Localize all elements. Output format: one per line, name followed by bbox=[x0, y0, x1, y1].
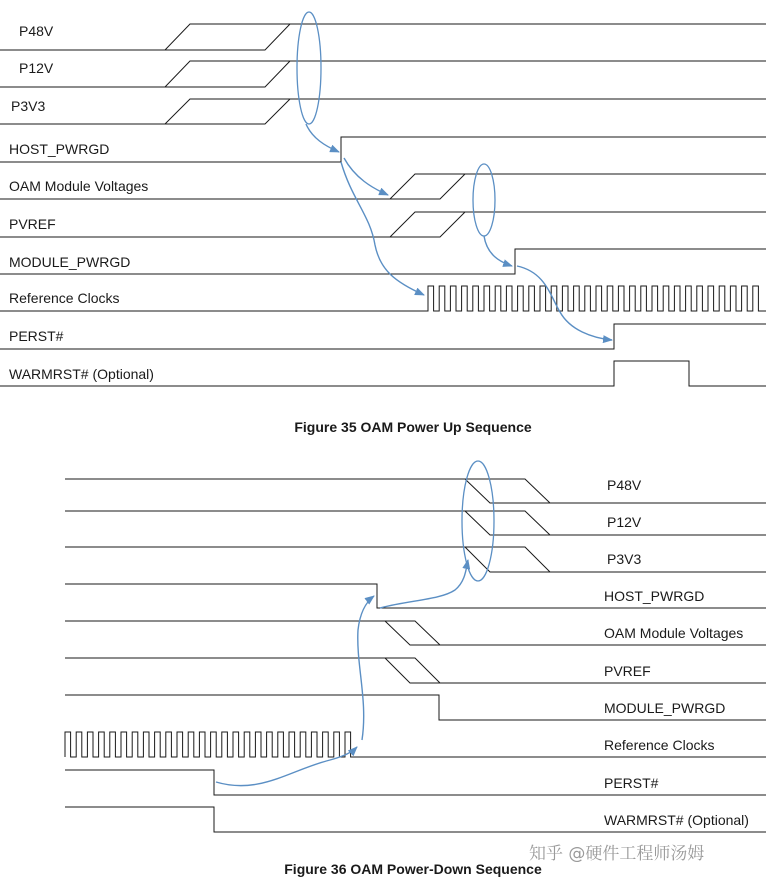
pu-wave-perst bbox=[0, 324, 766, 349]
pd-wave-perst bbox=[65, 770, 766, 795]
power-down-diagram bbox=[65, 461, 766, 877]
pu-arrow-host-to-voltages bbox=[344, 158, 388, 195]
pu-label-host-pwrgd: HOST_PWRGD bbox=[9, 141, 110, 157]
pd-label-oam-module-voltages: OAM Module Voltages bbox=[604, 625, 744, 641]
pu-wave-p48v bbox=[0, 24, 766, 50]
pu-label-p48v: P48V bbox=[19, 23, 54, 39]
pd-wave-pvref bbox=[65, 658, 766, 683]
power-up-diagram bbox=[0, 12, 766, 435]
pu-arrow-rails-to-host bbox=[306, 124, 339, 152]
pu-label-p12v: P12V bbox=[19, 60, 54, 76]
pu-wave-pvref bbox=[0, 212, 766, 237]
pd-label-p3v3: P3V3 bbox=[607, 551, 642, 567]
pd-wave-p48v bbox=[65, 479, 766, 503]
pu-rails-ellipse bbox=[297, 12, 321, 124]
pu-wave-p3v3 bbox=[0, 99, 766, 124]
pd-arrow-perst-to-clocks bbox=[216, 747, 357, 786]
pd-label-p48v: P48V bbox=[607, 477, 642, 493]
pd-label-perst: PERST# bbox=[604, 775, 659, 791]
pu-label-perst: PERST# bbox=[9, 328, 64, 344]
pd-label-warmrst: WARMRST# (Optional) bbox=[604, 812, 749, 828]
pd-wave-p12v bbox=[65, 511, 766, 535]
pu-wave-p12v bbox=[0, 61, 766, 87]
pd-wave-p3v3 bbox=[65, 547, 766, 572]
pd-label-reference-clocks: Reference Clocks bbox=[604, 737, 715, 753]
pu-label-module-pwrgd: MODULE_PWRGD bbox=[9, 254, 131, 270]
pu-arrow-host-to-clocks bbox=[341, 162, 424, 295]
pd-label-p12v: P12V bbox=[607, 514, 642, 530]
pd-label-pvref: PVREF bbox=[604, 663, 651, 679]
pu-label-reference-clocks: Reference Clocks bbox=[9, 290, 120, 306]
pd-label-host-pwrgd: HOST_PWRGD bbox=[604, 588, 705, 604]
pu-arrow-module-pwrgd-to-perst bbox=[517, 266, 612, 340]
pu-caption: Figure 35 OAM Power Up Sequence bbox=[294, 419, 532, 435]
pd-arrow-clocks-to-host bbox=[358, 596, 374, 740]
pu-voltages-ellipse bbox=[473, 164, 495, 236]
pd-arrow-host-to-rails bbox=[380, 560, 468, 608]
pu-arrow-voltages-to-module-pwrgd bbox=[484, 236, 512, 266]
pu-label-warmrst: WARMRST# (Optional) bbox=[9, 366, 154, 382]
pu-label-pvref: PVREF bbox=[9, 216, 56, 232]
pd-label-module-pwrgd: MODULE_PWRGD bbox=[604, 700, 726, 716]
pd-caption: Figure 36 OAM Power-Down Sequence bbox=[284, 861, 542, 877]
pu-label-p3v3: P3V3 bbox=[11, 98, 46, 114]
pu-label-oam-module-voltages: OAM Module Voltages bbox=[9, 178, 149, 194]
zhihu-watermark: 知乎 @硬件工程师汤姆 bbox=[529, 844, 705, 864]
pu-wave-host-pwrgd bbox=[0, 137, 766, 162]
